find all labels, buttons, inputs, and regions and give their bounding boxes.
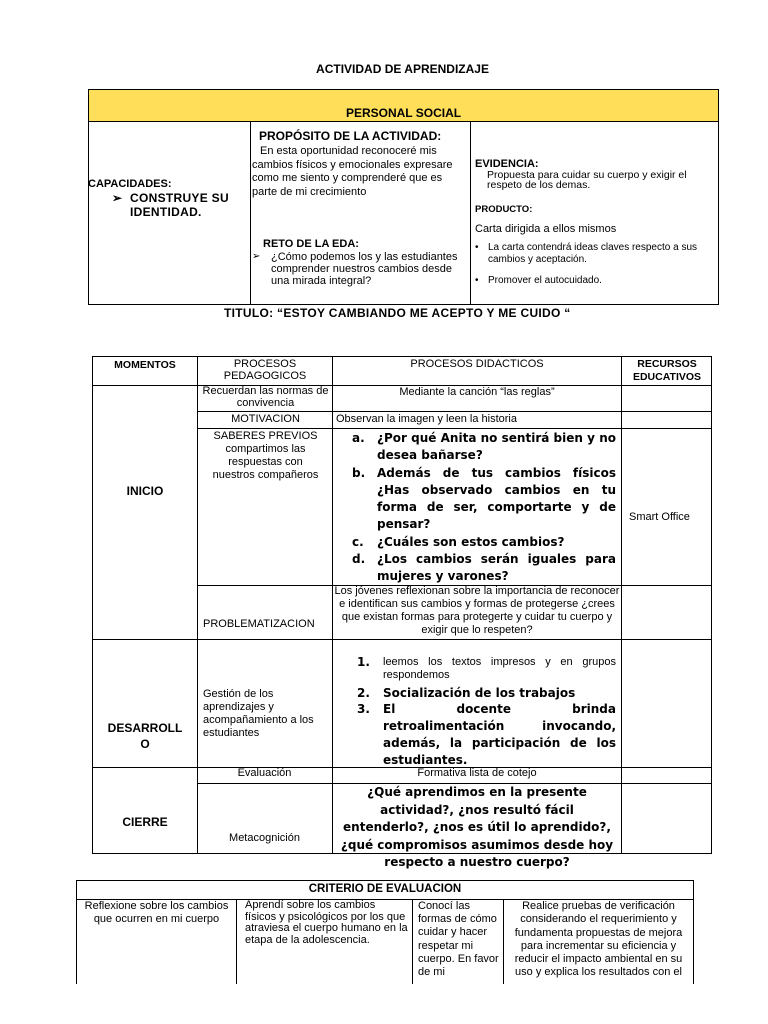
list-item: d. ¿Los cambios serán iguales para mujeres y varones? [352, 552, 616, 584]
bullet-icon: • [475, 242, 479, 253]
list-item: c. ¿Cuáles son estos cambios? [352, 534, 565, 549]
list-item: 3. El docente brinda retroalimentación invocando, además, la participación de los estudiantes. [357, 702, 616, 767]
reto-cell [252, 238, 468, 294]
producto-bullet-1: La carta contendrá ideas claves respecto a sus cambios y aceptación. [488, 242, 698, 265]
r5-proceso: Gestión de los aprendizajes y acompañamiento a los estudiantes [203, 688, 314, 739]
r6-proceso: Evaluación [237, 767, 292, 779]
r2-didactico: Observan la imagen y leen la historia [336, 413, 517, 425]
evidencia-cell [475, 158, 718, 298]
list-item: b. Además de tus cambios físicos ¿Has observado cambios en tu forma de ser, comportarte y de pensar? [352, 465, 616, 532]
capacidades-cell [88, 178, 250, 228]
r3-proceso: SABERES PREVIOS compartimos las respuestas con nuestros compañeros [212, 430, 319, 481]
r1-proceso: Recuerdan las normas de convivencia [202, 386, 329, 409]
r3-didactico-list [352, 430, 616, 586]
producto-bullet-2: Promover el autocuidado. [488, 275, 602, 286]
evidencia-title: EVIDENCIA: [475, 158, 539, 170]
capacidad-item: CONSTRUYE SU IDENTIDAD. [130, 191, 229, 219]
r1-didactico: Mediante la canción “las reglas” [399, 386, 555, 398]
capacidades-label: CAPACIDADES: [88, 178, 172, 190]
criterio-3: Conocí las formas de cómo cuidar y hacer respetar mi cuerpo. En favor de mi [418, 900, 499, 979]
momento-desarrollo: DESARROLL O [107, 721, 183, 751]
r4-proceso: PROBLEMATIZACION [203, 618, 315, 630]
reto-text: ¿Cómo podemos los y las estudiantes comprender nuestros cambios desde una mirada integral? [271, 251, 458, 287]
header-recursos-educativos: RECURSOS EDUCATIVOS [632, 358, 702, 383]
proposito-text: En esta oportunidad reconoceré mis cambios físicos y emocionales expresare como me siento y comprenderé que es parte de mi crecimiento [252, 145, 453, 198]
producto-title: PRODUCTO: [475, 204, 533, 215]
r2-proceso: MOTIVACION [231, 413, 300, 425]
area-title: PERSONAL SOCIAL [345, 106, 462, 120]
proposito-cell [252, 129, 468, 229]
header-procesos-didacticos: PROCESOS DIDACTICOS [410, 358, 544, 370]
area-banner [88, 89, 719, 122]
arrow-bullet-icon: ➢ [252, 251, 261, 262]
arrow-bullet-icon: ➢ [112, 191, 123, 205]
list-item: a. ¿Por qué Anita no sentirá bien y no desea bañarse? [352, 431, 616, 463]
list-item: 2. Socialización de los trabajos [357, 686, 576, 700]
proposito-title: PROPÓSITO DE LA ACTIVIDAD: [259, 129, 442, 143]
document-title: ACTIVIDAD DE APRENDIZAJE [316, 62, 489, 76]
r7-didactico: ¿Qué aprendimos en la presente actividad?, ¿nos resultó fácil entenderlo?, ¿nos es útil lo aprendido?, ¿qué compromisos asumimos desde hoy respecto a nuestro cuerpo? [340, 785, 614, 869]
header-momentos: MOMENTOS [114, 359, 176, 371]
evidencia-text: Propuesta para cuidar su cuerpo y exigir el respeto de los demas. [487, 169, 687, 191]
list-item: 1. leemos los textos impresos y en grupos respondemos [357, 656, 616, 681]
criterio-2: Aprendí sobre los cambios físicos y psicológicos por los que atraviesa el cuerpo humano en la etapa de la adolescencia. [245, 900, 408, 946]
momento-inicio: INICIO [126, 484, 164, 498]
criterio-title: CRITERIO DE EVALUACIÓN [308, 883, 462, 895]
reto-title: RETO DE LA EDA: [263, 238, 359, 250]
bullet-icon: • [475, 275, 479, 286]
producto-text: Carta dirigida a ellos mismos [475, 223, 617, 235]
r7-proceso: Metacognición [229, 832, 300, 844]
r5-didactico-list [357, 656, 616, 769]
r4-didactico: Los jóvenes reflexionan sobre la importancia de reconocer e identifican sus cambios y formas de protegerse ¿crees que existan formas para protegerte y cuidar tu cuerpo y exigir que lo respeten? [334, 585, 620, 636]
r3-recurso: Smart Office [629, 511, 690, 523]
titulo: TITULO: “ESTOY CAMBIANDO ME ACEPTO Y ME CUIDO “ [224, 306, 571, 320]
r6-didactico: Formativa lista de cotejo [417, 767, 537, 779]
criterio-4: Realice pruebas de verificación considerando el requerimiento y fundamenta propuestas de mejora para incrementar su eficiencia y reducir el impacto ambiental en su uso y explica los resultados con el [514, 900, 683, 979]
momento-cierre: CIERRE [122, 815, 168, 829]
criterio-1: Reflexione sobre los cambios que ocurren en mi cuerpo [84, 900, 229, 925]
header-procesos-pedagogicos: PROCESOS PEDAGOGICOS [223, 358, 307, 382]
